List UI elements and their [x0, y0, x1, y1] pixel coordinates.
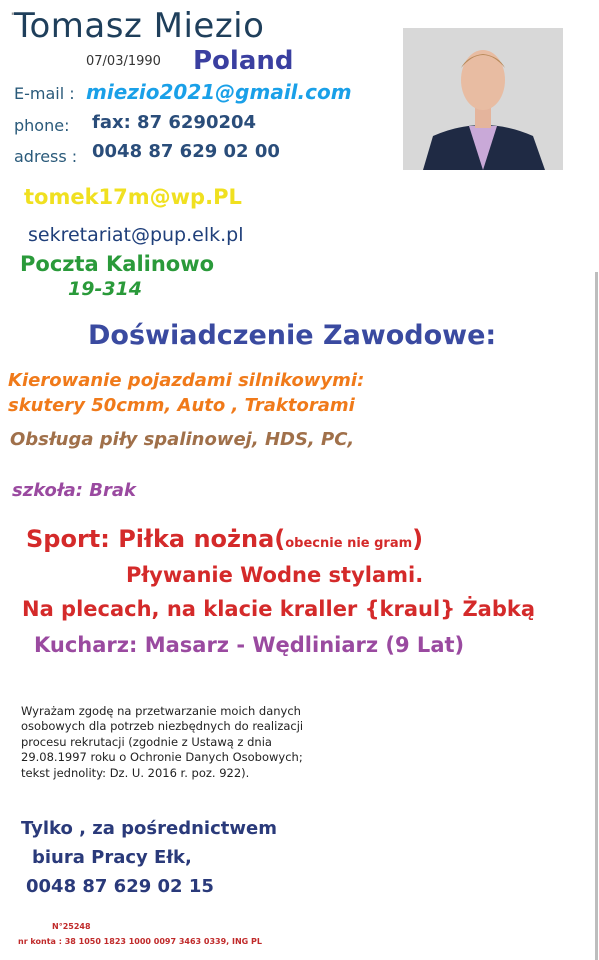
secondary-email[interactable]: tomek17m@wp.PL — [24, 185, 242, 209]
portrait-icon — [403, 28, 563, 170]
consent-clause: Wyrażam zgodę na przetwarzanie moich danych osobowych dla potrzeb niezbędnych do realizacji procesu rekrutacji (zgodnie z Ustawą z dnia 29.08.1997 roku o Ochronie Danych Osobowych; tekst jednolity: Dz. U. 2016 r. poz. 922). — [21, 704, 304, 780]
contact-only-phone: 0048 87 629 02 15 — [26, 876, 214, 897]
swimming-line-2: Na plecach, na klacie kraller {kraul} Żabką — [22, 597, 536, 621]
sport-suffix: ) — [412, 525, 424, 553]
adress-label: adress : — [14, 147, 78, 166]
phone-value: fax: 87 6290204 — [92, 112, 257, 133]
equipment-skills: Obsługa piły spalinowej, HDS, PC, — [10, 429, 355, 450]
phone-label: phone: — [14, 116, 70, 135]
right-divider — [595, 272, 598, 960]
sport-prefix: Sport: Piłka nożna( — [26, 525, 286, 553]
contact-only-line-2: biura Pracy Ełk, — [32, 847, 192, 868]
email-value[interactable]: miezio2021@gmail.com — [86, 80, 352, 104]
sport-line — [26, 525, 423, 553]
cook-experience: Kucharz: Masarz - Wędliniarz (9 Lat) — [34, 633, 465, 657]
quote-mark: " — [11, 12, 16, 22]
driving-line-2: skutery 50cmm, Auto , Traktorami — [8, 395, 355, 416]
experience-heading: Doświadczenie Zawodowe: — [88, 320, 497, 351]
email-label: E-mail : — [14, 84, 75, 103]
school-info: szkoła: Brak — [12, 480, 136, 501]
face-shape — [461, 50, 505, 110]
driving-line-1: Kierowanie pojazdami silnikowymi: — [8, 370, 365, 391]
full-name: Tomasz Miezio — [14, 6, 265, 46]
bank-account: nr konta : 38 1050 1823 1000 0097 3463 0339, ING PL — [18, 937, 262, 946]
portrait-photo — [403, 28, 563, 170]
reference-number: N°25248 — [52, 922, 91, 931]
contact-only-line-1: Tylko , za pośrednictwem — [21, 818, 277, 839]
birth-date: 07/03/1990 — [86, 54, 161, 69]
postal-code: 19-314 — [68, 278, 142, 300]
office-email[interactable]: sekretariat@pup.elk.pl — [28, 224, 244, 246]
adress-value: 0048 87 629 02 00 — [92, 141, 280, 162]
swimming-line-1: Pływanie Wodne stylami. — [126, 563, 424, 587]
country: Poland — [193, 46, 294, 76]
post-office: Poczta Kalinowo — [20, 252, 215, 276]
sport-note: obecnie nie gram — [285, 536, 413, 551]
